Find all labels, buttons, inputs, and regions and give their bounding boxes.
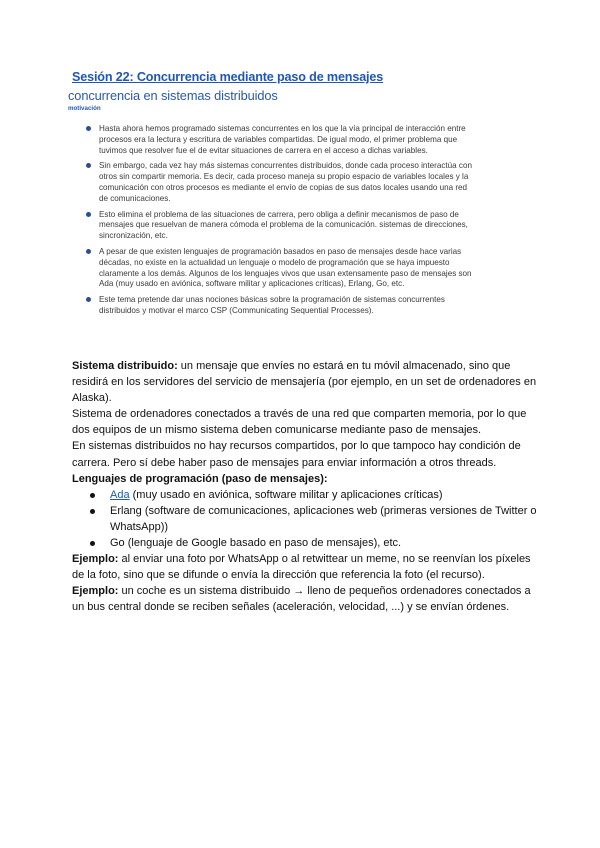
- slide-bullet: A pesar de que existen lenguajes de programación basados en paso de mensajes desde hace varias décadas, no existe en la actualidad un lenguaje o modelo de programación que se haya impuesto claramente a los demás. Algunos de los lenguajes vivos que usan extensamente paso de mensajes son Ada (muy usado en aviónica, software militar y aplicaciones críticas), Erlang, Go, etc.: [86, 247, 476, 290]
- languages-heading: Lenguajes de programación (paso de mensajes):: [72, 472, 328, 485]
- languages-list: [72, 487, 542, 551]
- list-item: Ada (muy usado en aviónica, software militar y aplicaciones críticas): [72, 487, 542, 503]
- paragraph-memoria: Sistema de ordenadores conectados a través de una red que comparten memoria, por lo que dos equipos de un mismo sistema deben comunicarse mediante paso de mensajes.: [72, 408, 527, 437]
- paragraph-recursos: En sistemas distribuidos no hay recursos compartidos, por lo que tampoco hay condición de carrera. Pero sí debe haber paso de mensajes para enviar información a otros threads.: [72, 440, 521, 469]
- bullet-icon: [86, 163, 91, 168]
- bullet-icon: [90, 493, 95, 498]
- bullet-icon: [86, 212, 91, 217]
- bullet-icon: [90, 509, 95, 514]
- paragraph-ejemplo-foto: Ejemplo: al enviar una foto por WhatsApp o al retwittear un meme, no se reenvían los píxeles de la foto, sino que se difunde o envía la dirección que referencia la foto (el recurso).: [72, 553, 531, 582]
- paragraph-ejemplo-coche: Ejemplo: un coche es un sistema distribuido → lleno de pequeños ordenadores conectados a un bus central donde se reciben señales (aceleración, velocidad, ...) y se envían órdenes.: [72, 585, 531, 614]
- slide-bullet: Esto elimina el problema de las situaciones de carrera, pero obliga a definir mecanismos de paso de mensajes que resuelvan de manera cómoda el problema de la comunicación. sistemas de direcciones, sincronización, etc.: [86, 210, 476, 242]
- paragraph-sistema-distribuido: Sistema distribuido: un mensaje que envíes no estará en tu móvil almacenado, sino que residirá en los servidores del servicio de mensajería (por ejemplo, en un set de ordenadores en Alaska).: [72, 360, 537, 405]
- slide-bullet: Hasta ahora hemos programado sistemas concurrentes en los que la vía principal de interacción entre procesos era la lectura y escritura de variables compartidas. De igual modo, el primer problema que tuvimos que resolver fue el de evitar situaciones de carrera en el acceso a dichas variables.: [86, 124, 476, 156]
- slide-heading: concurrencia en sistemas distribuidos: [68, 88, 278, 103]
- bullet-icon: [86, 126, 91, 131]
- page-title: Sesión 22: Concurrencia mediante paso de mensajes: [72, 70, 384, 84]
- list-item: Erlang (software de comunicaciones, aplicaciones web (primeras versiones de Twitter o WhatsApp)): [72, 503, 542, 535]
- slide-bullet: Este tema pretende dar unas nociones básicas sobre la programación de sistemas concurrentes distribuidos y motivar el marco CSP (Communicating Sequential Processes).: [86, 295, 476, 317]
- bullet-icon: [86, 249, 91, 254]
- embedded-slide-image: [62, 86, 482, 358]
- slide-bullet-list: [86, 124, 476, 322]
- bullet-icon: [90, 541, 95, 546]
- bullet-icon: [86, 297, 91, 302]
- slide-subheading: motivación: [68, 105, 101, 112]
- ada-link[interactable]: Ada: [110, 488, 130, 501]
- slide-bullet: Sin embargo, cada vez hay más sistemas concurrentes distribuidos, donde cada proceso interactúa con otros sin compartir memoria. Es decir, cada proceso maneja su propio espacio de variables locales y la comunicación con otros procesos es mediante el envío de copias de sus datos locales usando una red de comunicaciones.: [86, 161, 476, 204]
- list-item: Go (lenguaje de Google basado en paso de mensajes), etc.: [72, 535, 542, 551]
- notes-body: [72, 358, 542, 616]
